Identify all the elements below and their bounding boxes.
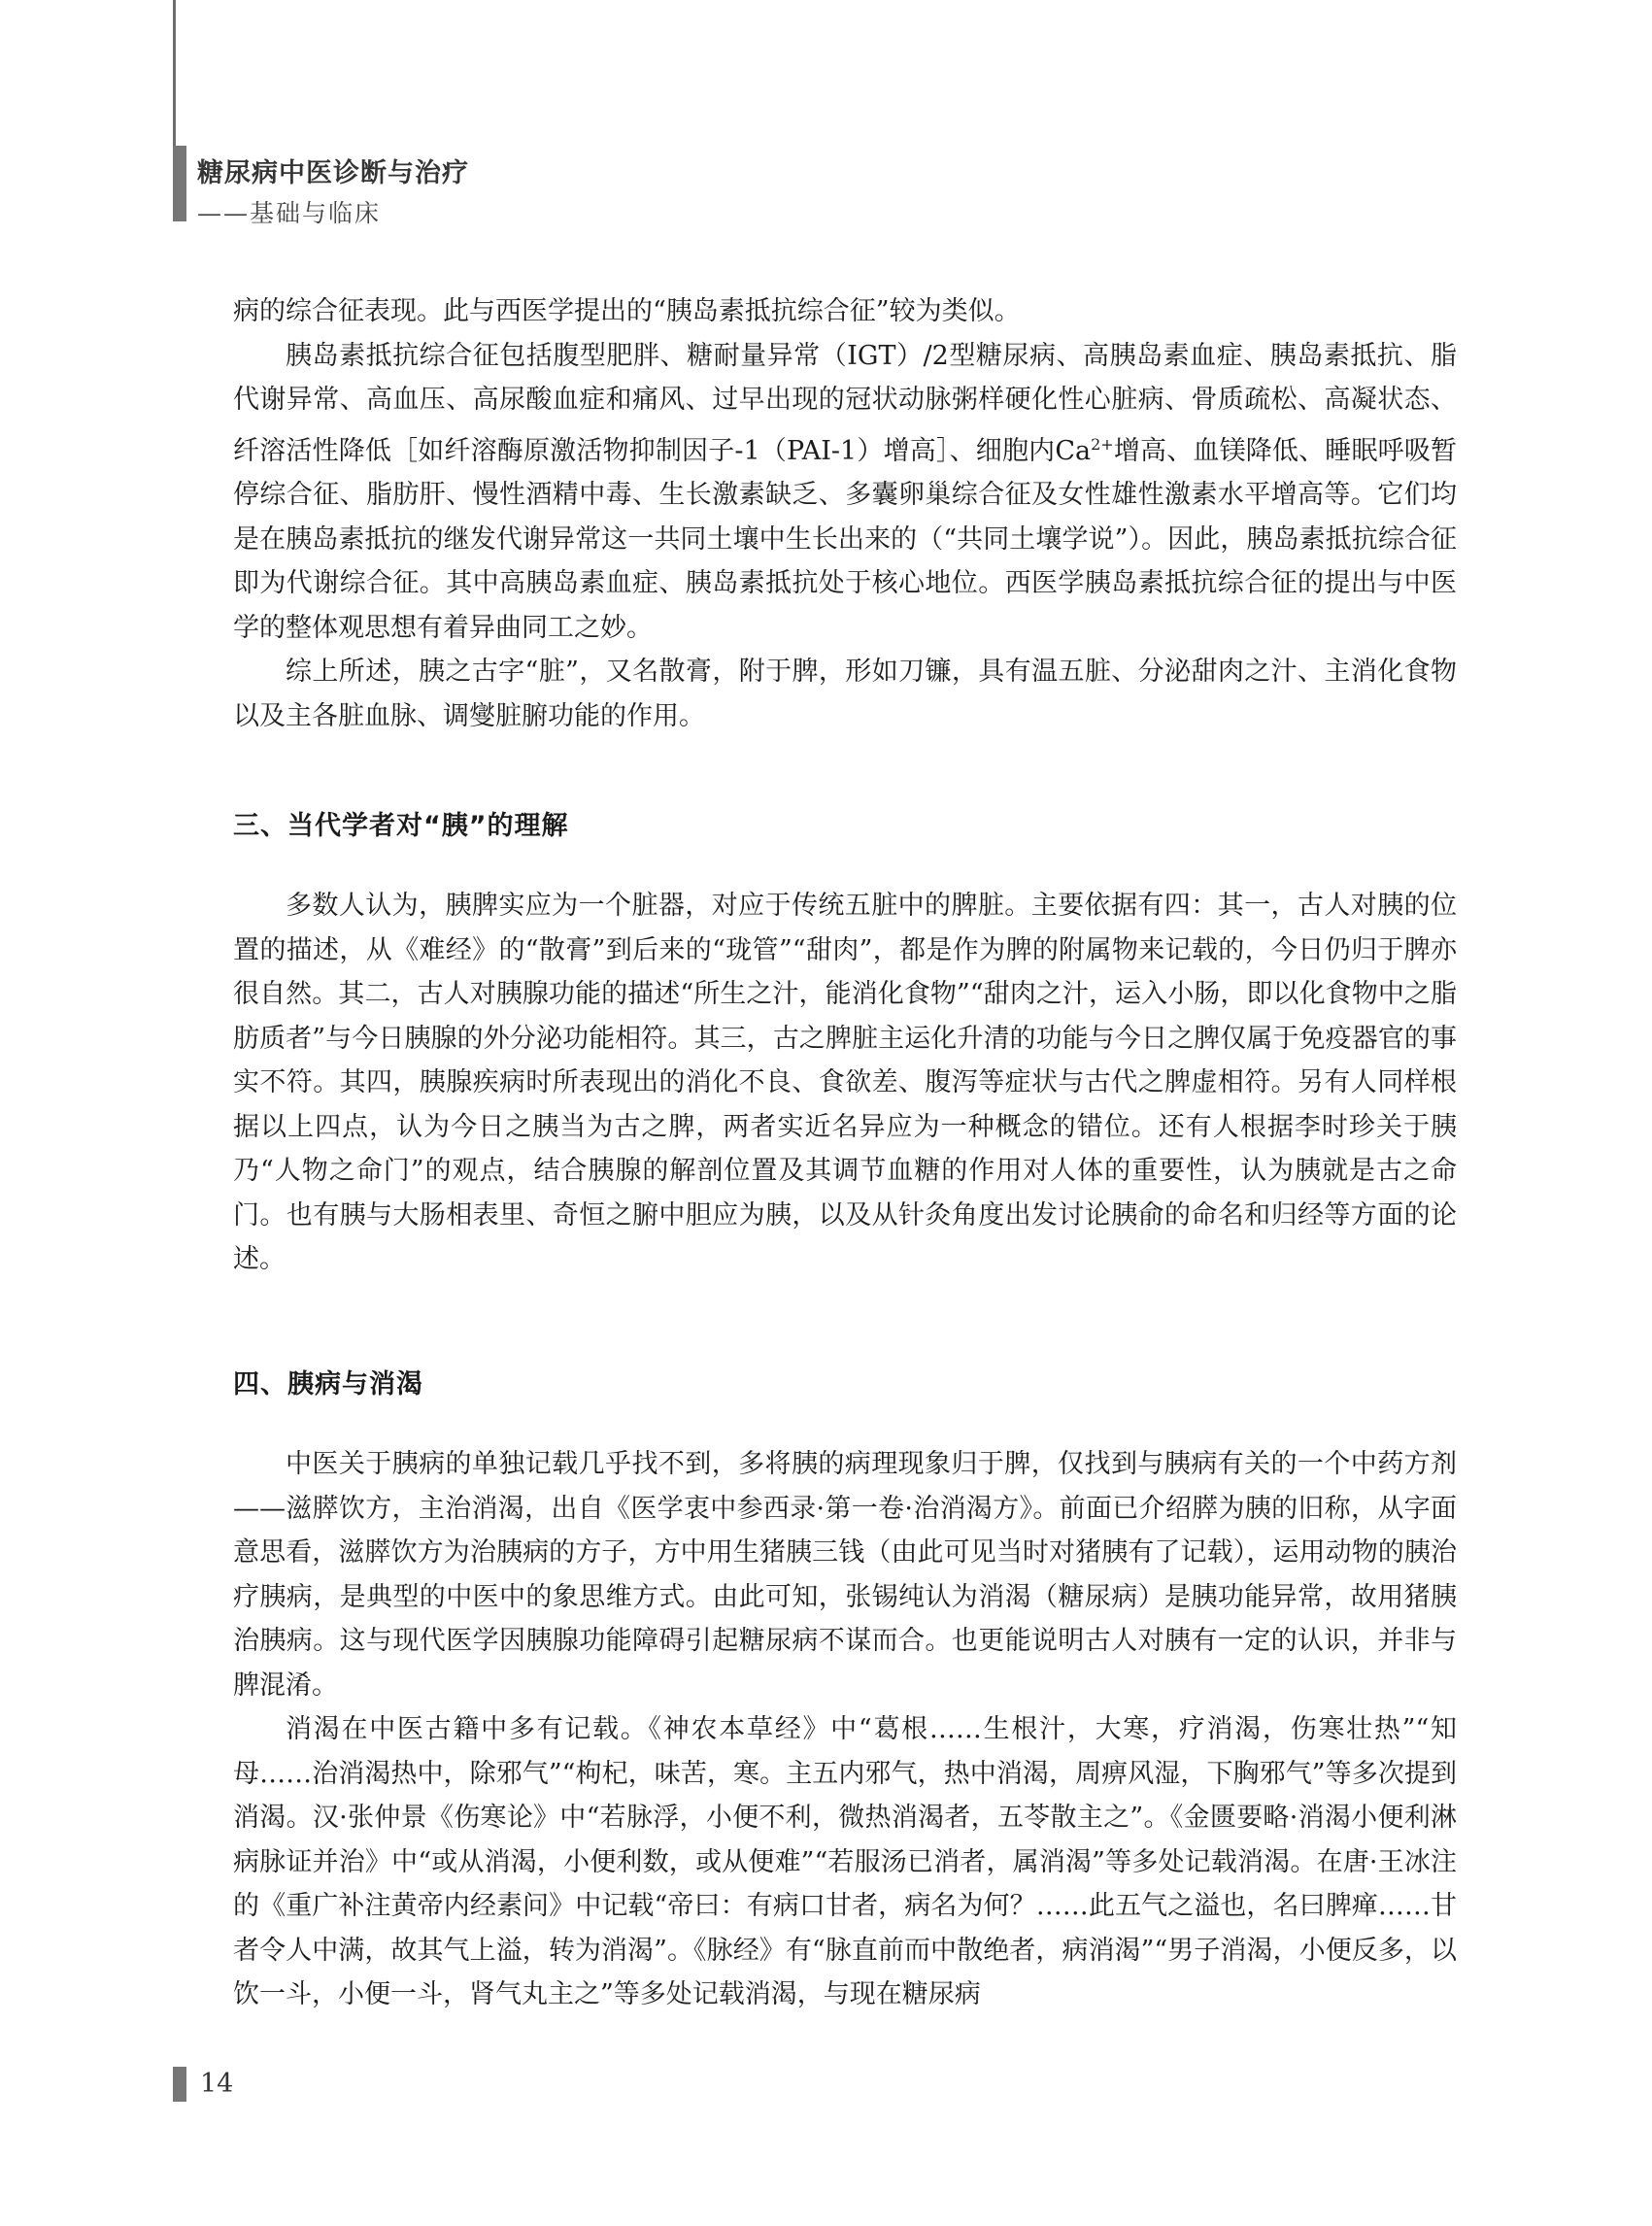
section-heading-4: 四、胰病与消渴 xyxy=(233,1369,423,1400)
paragraph: 中医关于胰病的单独记载几乎找不到，多将胰的病理现象归于脾，仅找到与胰病有关的一个中药方剂——滋膵饮方，主治消渴，出自《医学衷中参西录·第一卷·治消渴方》。前面已介绍膵为胰的旧称，从字面意思看，滋膵饮方为治胰病的方子，方中用生猪胰三钱（由此可见当时对猪胰有了记载），运用动物的胰治疗胰病，是典型的中医中的象思维方式。由此可知，张锡纯认为消渴（糖尿病）是胰功能异常，故用猪胰治胰病。这与现代医学因胰腺功能障碍引起糖尿病不谋而合。也更能说明古人对胰有一定的认识，并非与脾混淆。 xyxy=(233,1449,1457,1701)
running-header-title: 糖尿病中医诊断与治疗 xyxy=(197,158,469,188)
paragraph: 消渴在中医古籍中多有记载。《神农本草经》中“葛根……生根汁，大寒，疗消渴，伤寒壮热”“知母……治消渴热中，除邪气”“枸杞，味苦，寒。主五内邪气，热中消渴，周痹风湿，下胸邪气”等多次提到消渴。汉·张仲景《伤寒论》中“若脉浮，小便不利，微热消渴者，五苓散主之”。《金匮要略·消渴小便利淋病脉证并治》中“或从消渴，小便利数，或从便难”“若服汤已消者，属消渴”等多处记载消渴。在唐·王冰注的《重广补注黄帝内经素问》中记载“帝曰：有病口甘者，病名为何？……此五气之溢也，名曰脾瘅……甘者令人中满，故其气上溢，转为消渴”。《脉经》有“脉直前而中散绝者，病消渴”“男子消渴，小便反多，以饮一斗，小便一斗，肾气丸主之”等多处记载消渴，与现在糖尿病 xyxy=(233,1714,1457,2009)
paragraph-insulin-resistance xyxy=(233,334,1457,651)
paragraph: 病的综合征表现。此与西医学提出的“胰岛素抵抗综合征”较为类似。 xyxy=(233,296,1021,326)
footer-marker-bar xyxy=(173,2067,186,2102)
paragraph: 多数人认为，胰脾实应为一个脏器，对应于传统五脏中的脾脏。主要依据有四：其一，古人对胰的位置的描述，从《难经》的“散膏”到后来的“珑管”“甜肉”，都是作为脾的附属物来记载的，今日仍归于脾亦很自然。其二，古人对胰腺功能的描述“所生之汁，能消化食物”“甜肉之汁，运入小肠，即以化食物中之脂肪质者”与今日胰腺的外分泌功能相符。其三，古之脾脏主运化升清的功能与今日之脾仅属于免疫器官的事实不符。其四，胰腺疾病时所表现出的消化不良、食欲差、腹泻等症状与古代之脾虚相符。另有人同样根据以上四点，认为今日之胰当为古之脾，两者实近名异应为一种概念的错位。还有人根据李时珍关于胰乃“人物之命门”的观点，结合胰腺的解剖位置及其调节血糖的作用对人体的重要性，认为胰就是古之命门。也有胰与大肠相表里、奇恒之腑中胆应为胰，以及从针灸角度出发讨论胰俞的命名和归经等方面的论述。 xyxy=(233,891,1457,1274)
body-section-intro xyxy=(233,289,1457,738)
body-section-3 xyxy=(233,884,1457,1282)
paragraph-text-part: 增高、血镁降低、睡眠呼吸暂停综合征、脂肪肝、慢性酒精中毒、生长激素缺乏、多囊卵巢综合征及女性雄性激素水平增高等。它们均是在胰岛素抵抗的继发代谢异常这一共同土壤中生长出来的（“共同土壤学说”）。因此，胰岛素抵抗综合征即为代谢综合征。其中高胰岛素血症、胰岛素抵抗处于核心地位。西医学胰岛素抵抗综合征的提出与中医学的整体观思想有着异曲同工之妙。 xyxy=(233,435,1457,643)
running-header-subtitle: ——基础与临床 xyxy=(197,199,382,227)
body-section-4 xyxy=(233,1442,1457,2017)
paragraph: 综上所述，胰之古字“脏”，又名散膏，附于脾，形如刀镰，具有温五脏、分泌甜肉之汁、主消化食物以及主各脏血脉、调燮脏腑功能的作用。 xyxy=(233,657,1457,731)
section-heading-3: 三、当代学者对“胰”的理解 xyxy=(233,811,569,841)
header-marker-bar xyxy=(173,146,186,221)
paragraph-text-part: 胰岛素抵抗综合征包括腹型肥胖、糖耐量异常（IGT）/2型糖尿病、高胰岛素血症、胰岛素抵抗、脂代谢异常、高血压、高尿酸血症和痛风、过早出现的冠状动脉粥样硬化性心脏病、骨质疏松、高凝状态、纤溶活性降低［如纤溶酶原激活物抑制因子-1（PAI-1）增高］、细胞内Ca xyxy=(233,340,1457,466)
page-number: 14 xyxy=(200,2069,234,2099)
superscript-charge: 2+ xyxy=(1091,434,1114,454)
